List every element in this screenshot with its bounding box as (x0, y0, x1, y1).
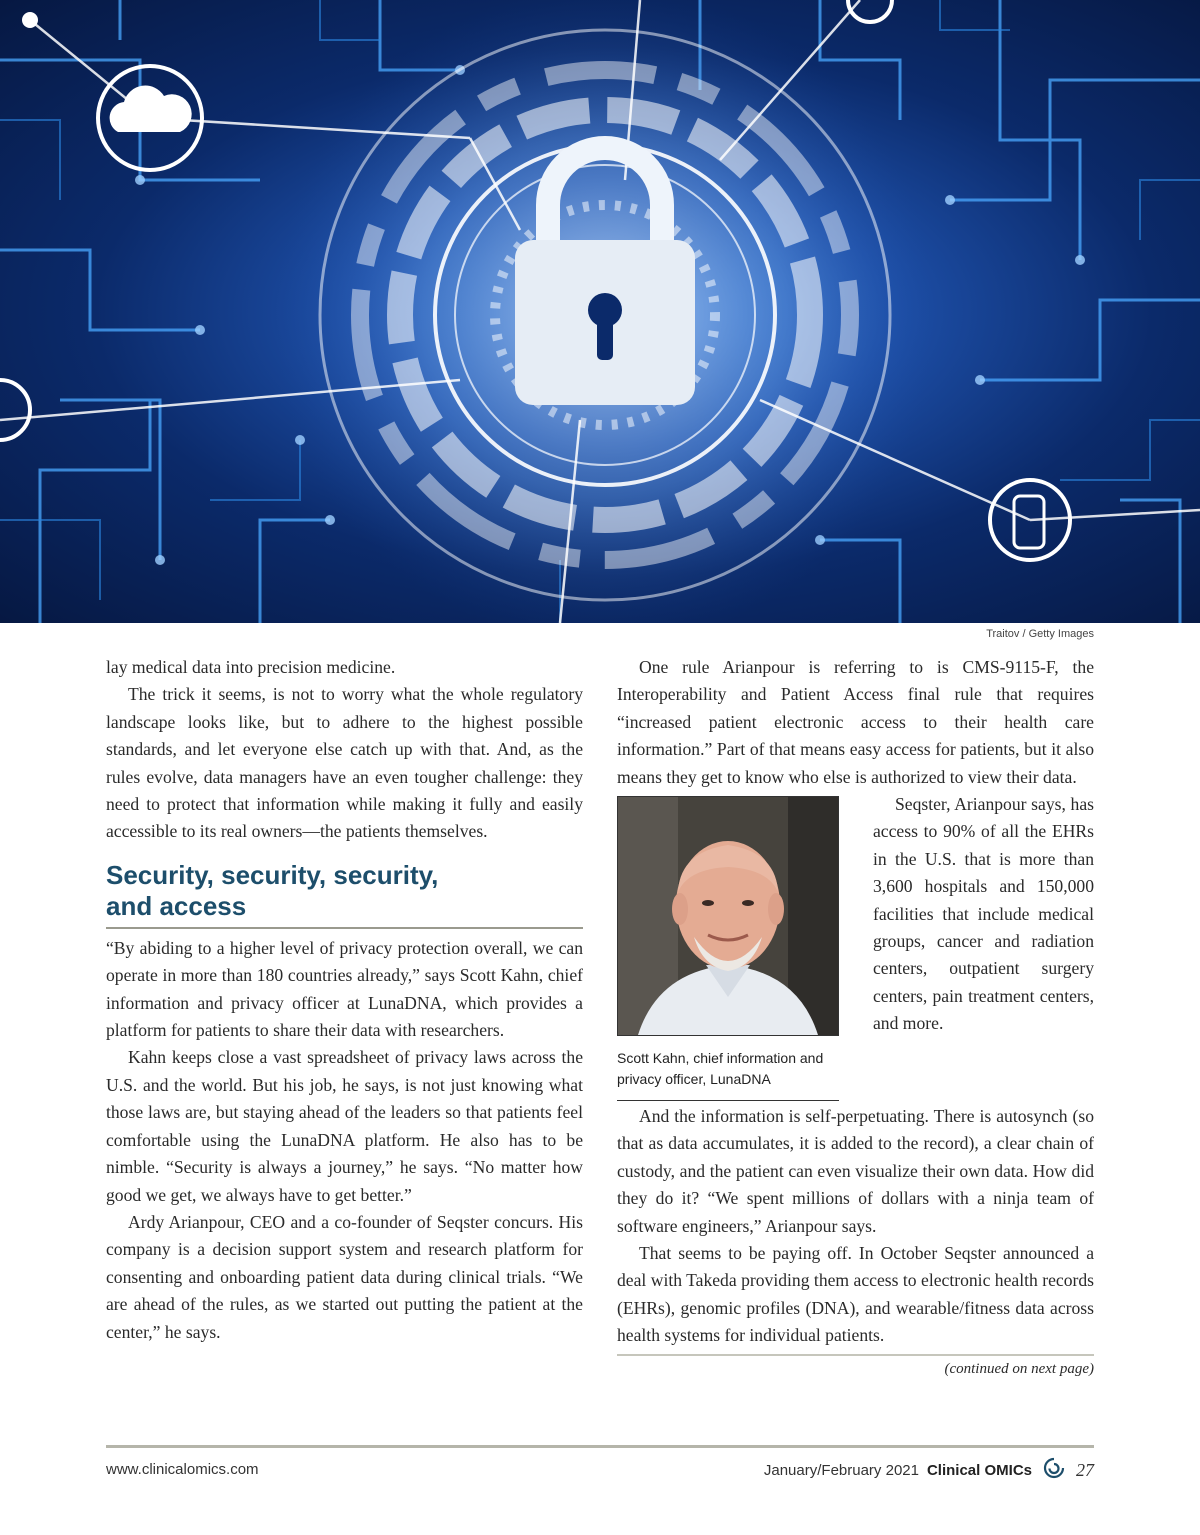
right-column (617, 654, 1094, 1380)
paragraph: That seems to be paying off. In October Seqster announced a deal with Takeda providing them access to electronic health records (EHRs), genomic profiles (DNA), and wearable/fitness data across health systems for individual patients. (617, 1243, 1094, 1346)
portrait-image (618, 797, 838, 1035)
section-heading (106, 860, 583, 929)
paragraph: Kahn keeps close a vast spreadsheet of privacy laws across the U.S. and the world. But his job, he says, is not just knowing what those laws are, but staying ahead of the leaders so that patients feel comfortable using the LunaDNA platform. He also has to be nimble. “Security is always a journey,” he says. “No matter how good we get, we always have to get better.” (106, 1047, 583, 1205)
paragraph: Ardy Arianpour, CEO and a co-founder of Seqster concurs. His company is a decision support system and research platform for consenting and onboarding patient data during clinical trials. “We are ahead of the rules, as we started out putting the patient at the center,” he says. (106, 1211, 583, 1342)
page-number: 27 (1076, 1459, 1094, 1480)
cloud-icon (98, 66, 202, 170)
paragraph: The trick it seems, is not to worry what the whole regulatory landscape looks like, but to adhere to the highest possible standards, and let everyone else catch up with that. And, as the rules evolve, data managers have an even tougher challenge: they need to protect that information while making it fully and easily accessible to its real owners—the patients themselves. (106, 684, 583, 842)
footer-info (764, 1455, 1094, 1485)
paragraph: lay medical data into precision medicine. (106, 657, 396, 677)
issue-date: January/February 2021 (763, 1461, 919, 1479)
publication-name: Clinical OMICs (926, 1461, 1032, 1479)
paragraph: “By abiding to a higher level of privacy protection overall, we can operate in more than 180 countries already,” says Scott Kahn, chief information and privacy officer at LunaDNA, which provides a platform for patients to share their data with researchers. (106, 937, 583, 1041)
clinical-omics-logo-icon (1042, 1457, 1066, 1483)
photo-caption: Scott Kahn, chief information and privacy officer, LunaDNA (617, 1048, 839, 1101)
section-heading-line: Security, security, security, (106, 859, 439, 890)
photo-figure (617, 796, 839, 1101)
footer-url[interactable]: www.clinicalomics.com (106, 1461, 259, 1478)
paragraph: Seqster, Arianpour says, has access to 90% of all the EHRs in the U.S. that is more than 3,600 hospitals and 150,000 facilities that include medical groups, cancer and radiation centers, outpatient surgery centers, pain treatment centers, and more. (873, 794, 1094, 1034)
paragraph (617, 654, 1094, 791)
portrait-photo (617, 796, 839, 1036)
hero-image (0, 0, 1200, 623)
photo-credit: Traitov / Getty Images (986, 628, 1094, 640)
continued-note: (continued on next page) (617, 1354, 1094, 1380)
section-heading-line: and access (106, 890, 247, 921)
paragraph: And the information is self-perpetuating. There is autosynch (so that as data accumulates, it is added to the record), a clear chain of custody, and the patient can even visualize their own data. How did they do it? “We spent millions of dollars with a ninja team of software engineers,” Arianpour says. (617, 1106, 1094, 1236)
cybersecurity-illustration (0, 0, 1200, 623)
paragraph-text: One rule Arianpour is referring to is CMS-9115-F, the Interoperability and Patient Access final rule that requires “increased patient electronic access to their health care information.” Part of that means easy access for patients, but it also means they get to know who else is authorized to view their data. (617, 657, 1094, 787)
footer-rule (106, 1445, 1094, 1448)
left-column (106, 654, 583, 1346)
